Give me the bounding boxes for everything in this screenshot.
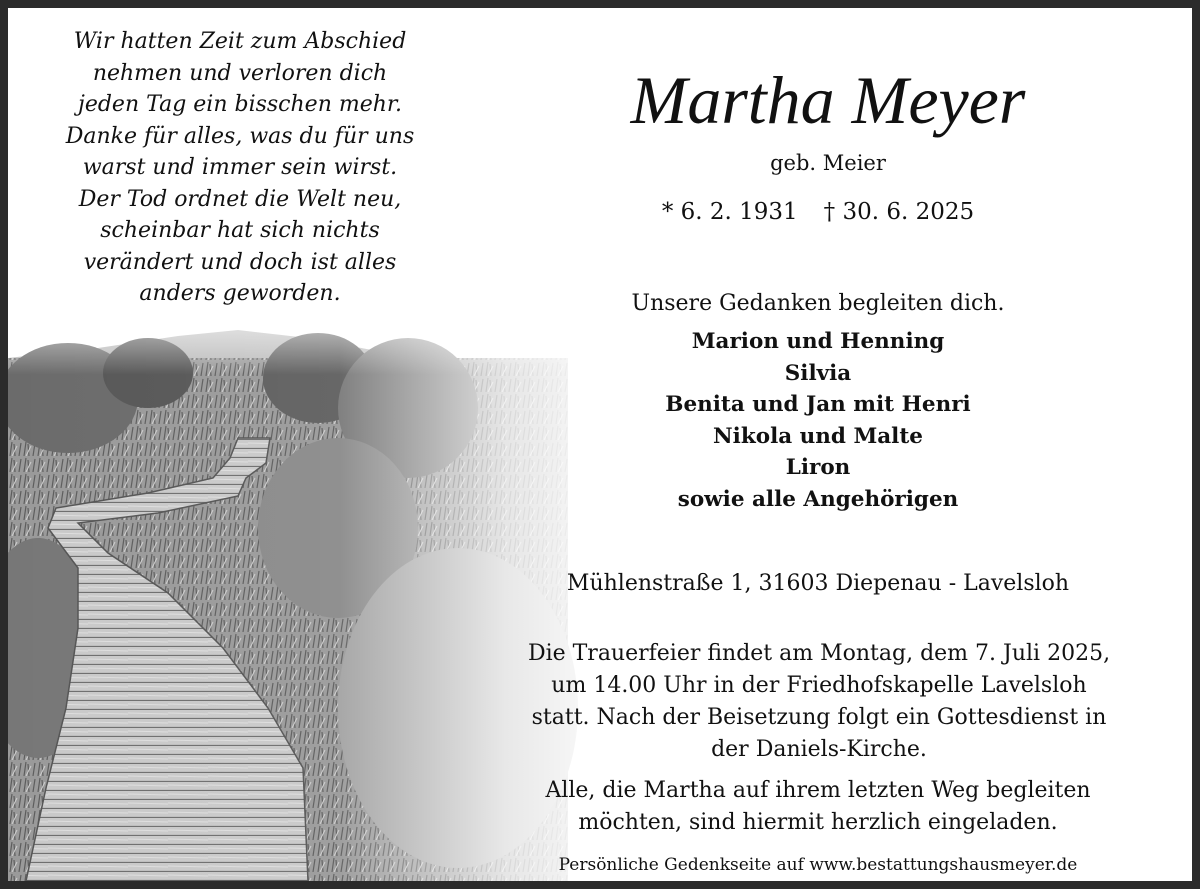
poem-line: nehmen und verloren dich xyxy=(92,60,388,86)
mourners-list xyxy=(518,326,1118,515)
poem-line: scheinbar hat sich nichts xyxy=(100,218,380,243)
service-line: der Daniels-Kirche. xyxy=(711,737,927,762)
poem-line: warst und immer sein wirst. xyxy=(82,155,398,180)
mourner-name: Liron xyxy=(785,455,851,480)
mourner-name: Marion und Henning xyxy=(691,329,945,354)
poem-line: anders geworden. xyxy=(139,281,341,306)
memorial-page-link[interactable]: Persönliche Gedenkseite auf www.bestattungshausmeyer.de xyxy=(558,855,1078,875)
life-dates xyxy=(568,196,1068,228)
poem-line: jeden Tag ein bisschen mehr. xyxy=(78,92,402,117)
family-address: Mühlenstraße 1, 31603 Diepenau - Lavelsloh xyxy=(566,571,1070,596)
service-line: statt. Nach der Beisetzung folgt ein Gottesdienst in xyxy=(531,705,1107,730)
funeral-service-info xyxy=(464,638,1174,766)
poem-line: Wir hatten Zeit zum Abschied xyxy=(73,29,407,54)
mourner-name: sowie alle Angehörigen xyxy=(677,486,959,512)
deceased-name: Martha Meyer xyxy=(630,62,1026,138)
invitation-line: möchten, sind hiermit herzlich eingeladen. xyxy=(578,810,1058,835)
birth-date: * 6. 2. 1931 xyxy=(661,199,798,225)
birth-name: geb. Meier xyxy=(770,151,886,175)
poem xyxy=(20,26,460,310)
poem-line: Der Tod ordnet die Welt neu, xyxy=(78,186,402,212)
invitation-text xyxy=(468,775,1168,839)
poem-line: Danke für alles, was du für uns xyxy=(65,123,415,149)
thoughts-line: Unsere Gedanken begleiten dich. xyxy=(631,291,1005,316)
mourner-name: Nikola und Malte xyxy=(713,423,923,449)
mourner-name: Silvia xyxy=(784,360,852,386)
mourner-name: Benita und Jan mit Henri xyxy=(665,392,971,417)
service-line: Die Trauerfeier findet am Montag, dem 7. Juli 2025, xyxy=(527,641,1111,666)
death-date: † 30. 6. 2025 xyxy=(823,199,975,225)
poem-line: verändert und doch ist alles xyxy=(83,249,397,275)
invitation-line: Alle, die Martha auf ihrem letzten Weg begleiten xyxy=(545,778,1091,803)
service-line: um 14.00 Uhr in der Friedhofskapelle Lavelsloh xyxy=(551,673,1087,698)
